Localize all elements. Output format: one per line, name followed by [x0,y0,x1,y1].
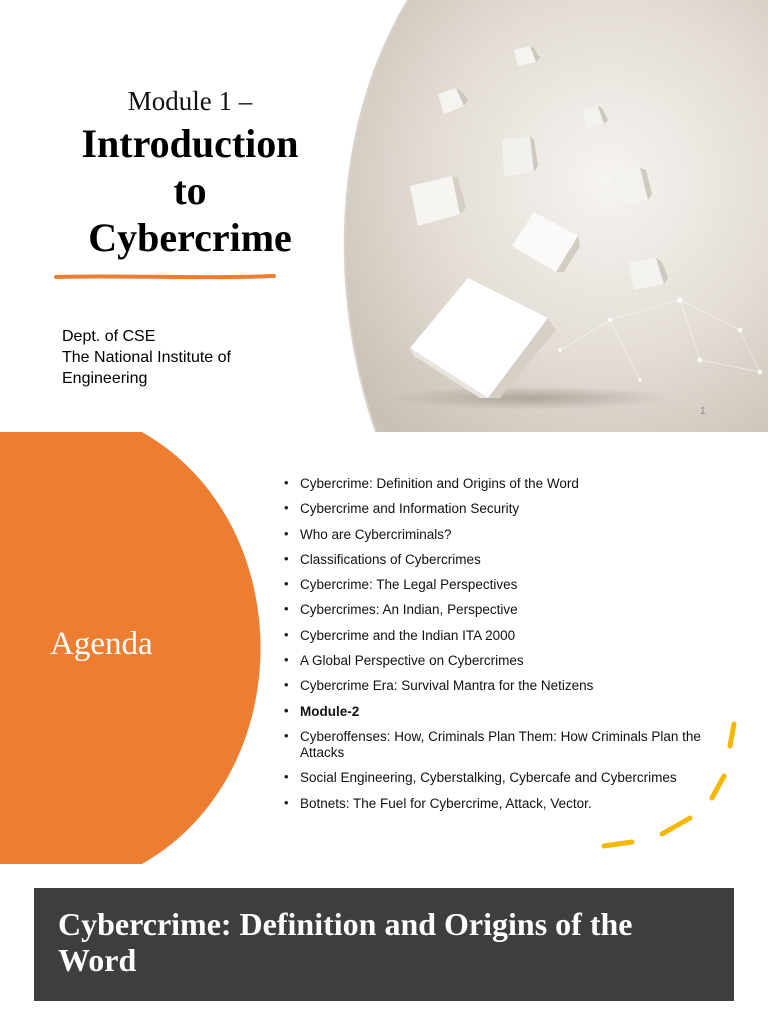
agenda-item: • Cybercrime: Definition and Origins of the Word [284,476,714,492]
module-label: Module 1 – [127,86,253,116]
department-line: Engineering [62,370,148,387]
department-line: The National Institute of [62,349,231,366]
slide-title-line: Introduction [81,121,299,166]
slide-title-line: Cybercrime [88,215,292,260]
section-title: Cybercrime: Definition and Origins of the Word [58,906,633,978]
agenda-heading: Agenda [50,626,153,662]
agenda-item: • Cybercrime and Information Security [284,501,714,517]
agenda-item: • A Global Perspective on Cybercrimes [284,653,714,669]
agenda-item: • Cybercrime Era: Survival Mantra for the Netizens [284,678,714,694]
agenda-item: • Cybercrime: The Legal Perspectives [284,577,714,593]
title-underline-decoration [54,274,276,280]
agenda-item: • Botnets: The Fuel for Cybercrime, Attack, Vector. [284,796,714,812]
agenda-item: • Who are Cybercriminals? [284,527,714,543]
agenda-item: • Classifications of Cybercrimes [284,552,714,568]
section-slide [0,864,768,1024]
agenda-item: • Cybercrime and the Indian ITA 2000 [284,628,714,644]
agenda-item-module-heading: • Module-2 [284,704,714,720]
agenda-slide [0,432,768,864]
department-info [62,326,231,389]
slide-title-line: to [173,168,207,213]
page-number: 1 [700,406,706,417]
title-slide [0,0,768,432]
agenda-item: • Cybercrimes: An Indian, Perspective [284,602,714,618]
agenda-list [284,476,714,821]
section-title-bar [34,888,734,1001]
slide-title [0,120,380,261]
agenda-item: • Cyberoffenses: How, Criminals Plan Them: How Criminals Plan the Attacks [284,729,714,761]
department-line: Dept. of CSE [62,328,156,345]
agenda-item: • Social Engineering, Cyberstalking, Cybercafe and Cybercrimes [284,770,714,786]
